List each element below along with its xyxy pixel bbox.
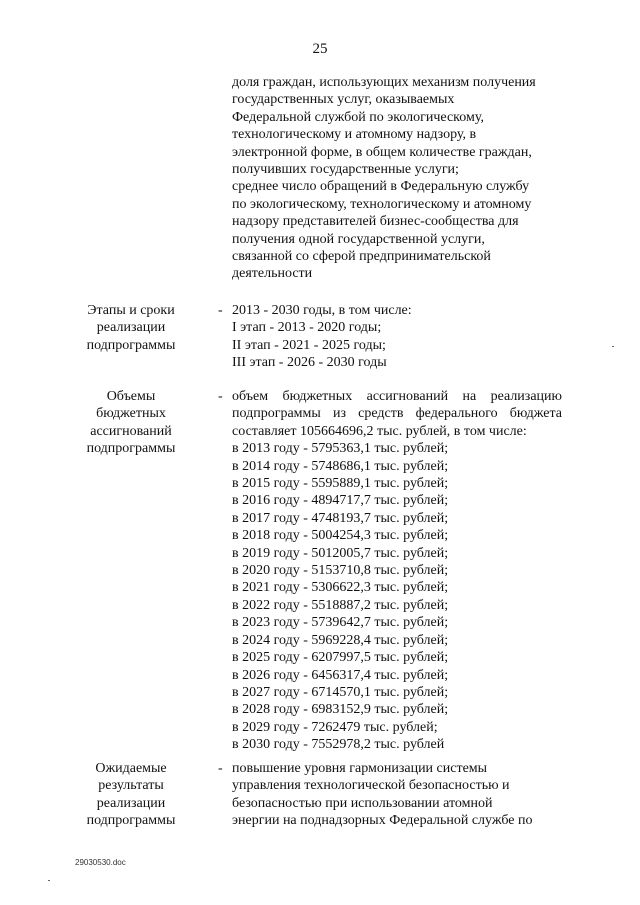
- budget-year-line: в 2015 году - 5595889,1 тыс. рублей;: [232, 476, 449, 492]
- budget-year-line: в 2013 году - 5795363,1 тыс. рублей;: [232, 441, 449, 457]
- text-line: управления технологической безопасностью и: [232, 778, 510, 794]
- budget-year-line: в 2024 году - 5969228,4 тыс. рублей;: [232, 632, 449, 648]
- label-line: Объемы: [106, 389, 156, 404]
- label-line: подпрограммы: [86, 441, 176, 457]
- text-line: электронной форме, в общем количестве граждан,: [232, 144, 532, 160]
- text-line: 2013 - 2030 годы, в том числе:: [232, 303, 412, 318]
- label-line: Ожидаемые: [95, 761, 167, 776]
- label-line: подпрограммы: [86, 813, 176, 829]
- budget-year-line: в 2021 году - 5306622,3 тыс. рублей;: [232, 580, 449, 596]
- budget-year-line: в 2016 году - 4894717,7 тыс. рублей;: [232, 493, 449, 509]
- text-line: получивших государственные услуги;: [232, 162, 459, 178]
- text-line: энергии на поднадзорных Федеральной службе по: [232, 813, 533, 829]
- file-name-footer: 29030530.doc: [75, 858, 126, 867]
- label-line: подпрограммы: [86, 337, 176, 353]
- label-line: реализации: [96, 795, 166, 811]
- budget-label: [75, 388, 205, 458]
- budget-year-line: в 2018 году - 5004254,3 тыс. рублей;: [232, 528, 449, 544]
- results-label: [75, 760, 205, 830]
- scan-speck: [612, 346, 614, 347]
- budget-year-line: в 2022 году - 5518887,2 тыс. рублей;: [232, 597, 449, 613]
- label-line: бюджетных: [96, 406, 166, 422]
- budget-year-line: в 2030 году - 7552978,2 тыс. рублей: [232, 737, 445, 753]
- budget-year-line: в 2017 году - 4748193,7 тыс. рублей;: [232, 510, 449, 526]
- budget-year-line: в 2023 году - 5739642,7 тыс. рублей;: [232, 615, 449, 631]
- stages-content: [232, 302, 577, 372]
- scan-speck: [48, 880, 50, 881]
- text-line: получения одной государственной услуги,: [232, 231, 485, 247]
- budget-year-line: в 2019 году - 5012005,7 тыс. рублей;: [232, 545, 449, 561]
- label-line: реализации: [96, 320, 166, 336]
- row-dash: -: [218, 303, 223, 318]
- row-dash: -: [218, 761, 223, 776]
- budget-year-line: в 2027 году - 6714570,1 тыс. рублей;: [232, 684, 449, 700]
- budget-year-line: в 2029 году - 7262479 тыс. рублей;: [232, 719, 438, 735]
- budget-intro: объем бюджетных ассигнований на реализацию подпрограммы из средств федерального бюджета составляет 105664696,2 тыс. рублей, в том числе:: [232, 389, 562, 439]
- budget-year-line: в 2025 году - 6207997,5 тыс. рублей;: [232, 650, 449, 666]
- label-line: Этапы и сроки: [87, 303, 175, 318]
- text-line: повышение уровня гармонизации системы: [232, 761, 488, 776]
- budget-year-line: в 2014 году - 5748686,1 тыс. рублей;: [232, 458, 449, 474]
- text-line: I этап - 2013 - 2020 годы;: [232, 320, 382, 336]
- budget-year-line: в 2020 году - 5153710,8 тыс. рублей;: [232, 563, 449, 579]
- text-line: технологическому и атомному надзору, в: [232, 127, 477, 143]
- results-content: [232, 760, 577, 830]
- text-line: безопасностью при использовании атомной: [232, 795, 493, 811]
- text-line: по экологическому, технологическому и атомному: [232, 196, 532, 212]
- row-dash: -: [218, 389, 223, 404]
- text-line: II этап - 2021 - 2025 годы;: [232, 337, 386, 353]
- text-line: государственных услуг, оказываемых: [232, 92, 455, 108]
- text-line: надзору представителей бизнес-сообщества для: [232, 214, 519, 230]
- budget-year-line: в 2028 году - 6983152,9 тыс. рублей;: [232, 702, 449, 718]
- budget-year-line: в 2026 году - 6456317,4 тыс. рублей;: [232, 667, 449, 683]
- budget-content: [232, 388, 577, 754]
- label-line: результаты: [98, 778, 164, 794]
- text-line: III этап - 2026 - 2030 годы: [232, 355, 387, 371]
- page-number: 25: [312, 41, 328, 57]
- text-line: деятельности: [232, 266, 313, 282]
- stages-label: [75, 302, 205, 354]
- text-line: среднее число обращений в Федеральную службу: [232, 179, 530, 195]
- text-line: Федеральной службой по экологическому,: [232, 109, 484, 125]
- indicators-continuation: [232, 74, 572, 283]
- label-line: ассигнований: [90, 423, 172, 439]
- text-line: связанной со сферой предпринимательской: [232, 249, 491, 265]
- text-line: доля граждан, использующих механизм получения: [232, 75, 536, 90]
